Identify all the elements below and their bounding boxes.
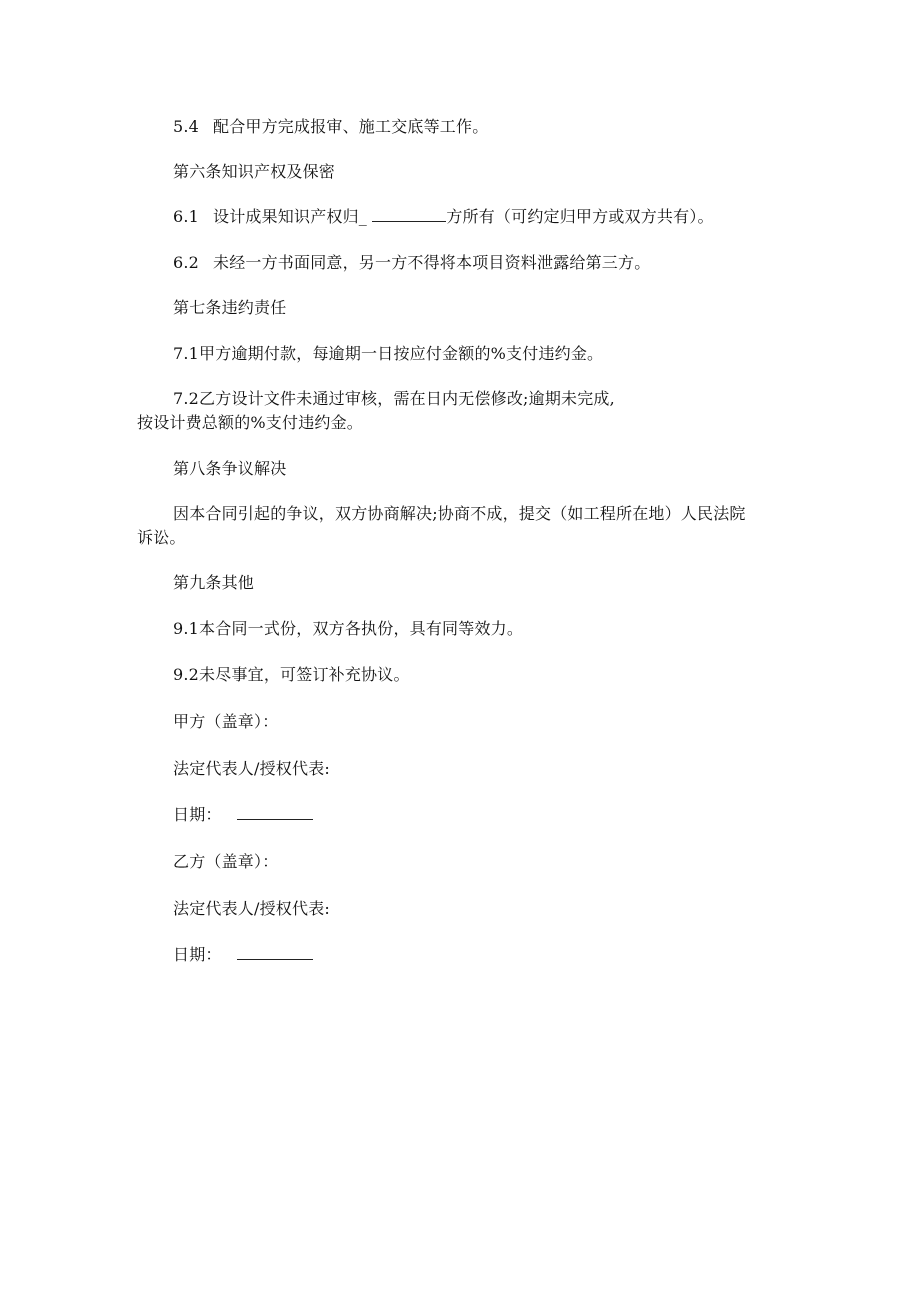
party-a-seal: 甲方（盖章）： xyxy=(173,712,279,731)
fill-in-blank[interactable] xyxy=(372,207,446,222)
clause-9-2: 9.2未尽事宜，可签订补充协议。 xyxy=(173,665,410,684)
clause-number: 6.1 xyxy=(173,207,200,226)
clause-number: 5.4 xyxy=(173,117,200,136)
heading-article-8: 第八条争议解决 xyxy=(173,459,287,478)
clause-text-after: 方所有（可约定归甲方或双方共有）。 xyxy=(446,207,714,226)
date-blank[interactable] xyxy=(237,805,313,820)
clause-7-1: 7.1甲方逾期付款，每逾期一日按应付金额的%支付违约金。 xyxy=(173,344,604,363)
clause-8-line-2: 诉讼。 xyxy=(137,528,186,547)
party-b-seal: 乙方（盖章）： xyxy=(173,852,279,871)
clause-9-1: 9.1本合同一式份，双方各执份，具有同等效力。 xyxy=(173,619,524,638)
party-b-representative: 法定代表人/授权代表: xyxy=(173,899,330,918)
date-label: 日期： xyxy=(173,945,222,964)
party-b-date xyxy=(173,945,313,965)
date-blank[interactable] xyxy=(237,945,313,960)
clause-7-2-line-1: 7.2乙方设计文件未通过审核，需在日内无偿修改;逾期未完成, xyxy=(173,389,615,408)
clause-number: 6.2 xyxy=(173,253,200,272)
clause-6-1 xyxy=(173,207,714,227)
party-a-representative: 法定代表人/授权代表: xyxy=(173,759,330,778)
date-label: 日期： xyxy=(173,805,222,824)
heading-article-9: 第九条其他 xyxy=(173,573,255,592)
clause-7-2-line-2: 按设计费总额的%支付违约金。 xyxy=(137,413,364,432)
clause-8-line-1: 因本合同引起的争议，双方协商解决;协商不成，提交（如工程所在地）人民法院 xyxy=(173,504,746,523)
clause-6-2 xyxy=(173,253,650,273)
heading-article-6: 第六条知识产权及保密 xyxy=(173,162,336,181)
clause-text-before: 设计成果知识产权归_ xyxy=(213,207,368,226)
clause-text: 配合甲方完成报审、施工交底等工作。 xyxy=(213,117,489,136)
party-a-date xyxy=(173,805,313,825)
heading-article-7: 第七条违约责任 xyxy=(173,298,287,317)
clause-text: 未经一方书面同意，另一方不得将本项目资料泄露给第三方。 xyxy=(213,253,651,272)
clause-5-4 xyxy=(173,117,488,137)
